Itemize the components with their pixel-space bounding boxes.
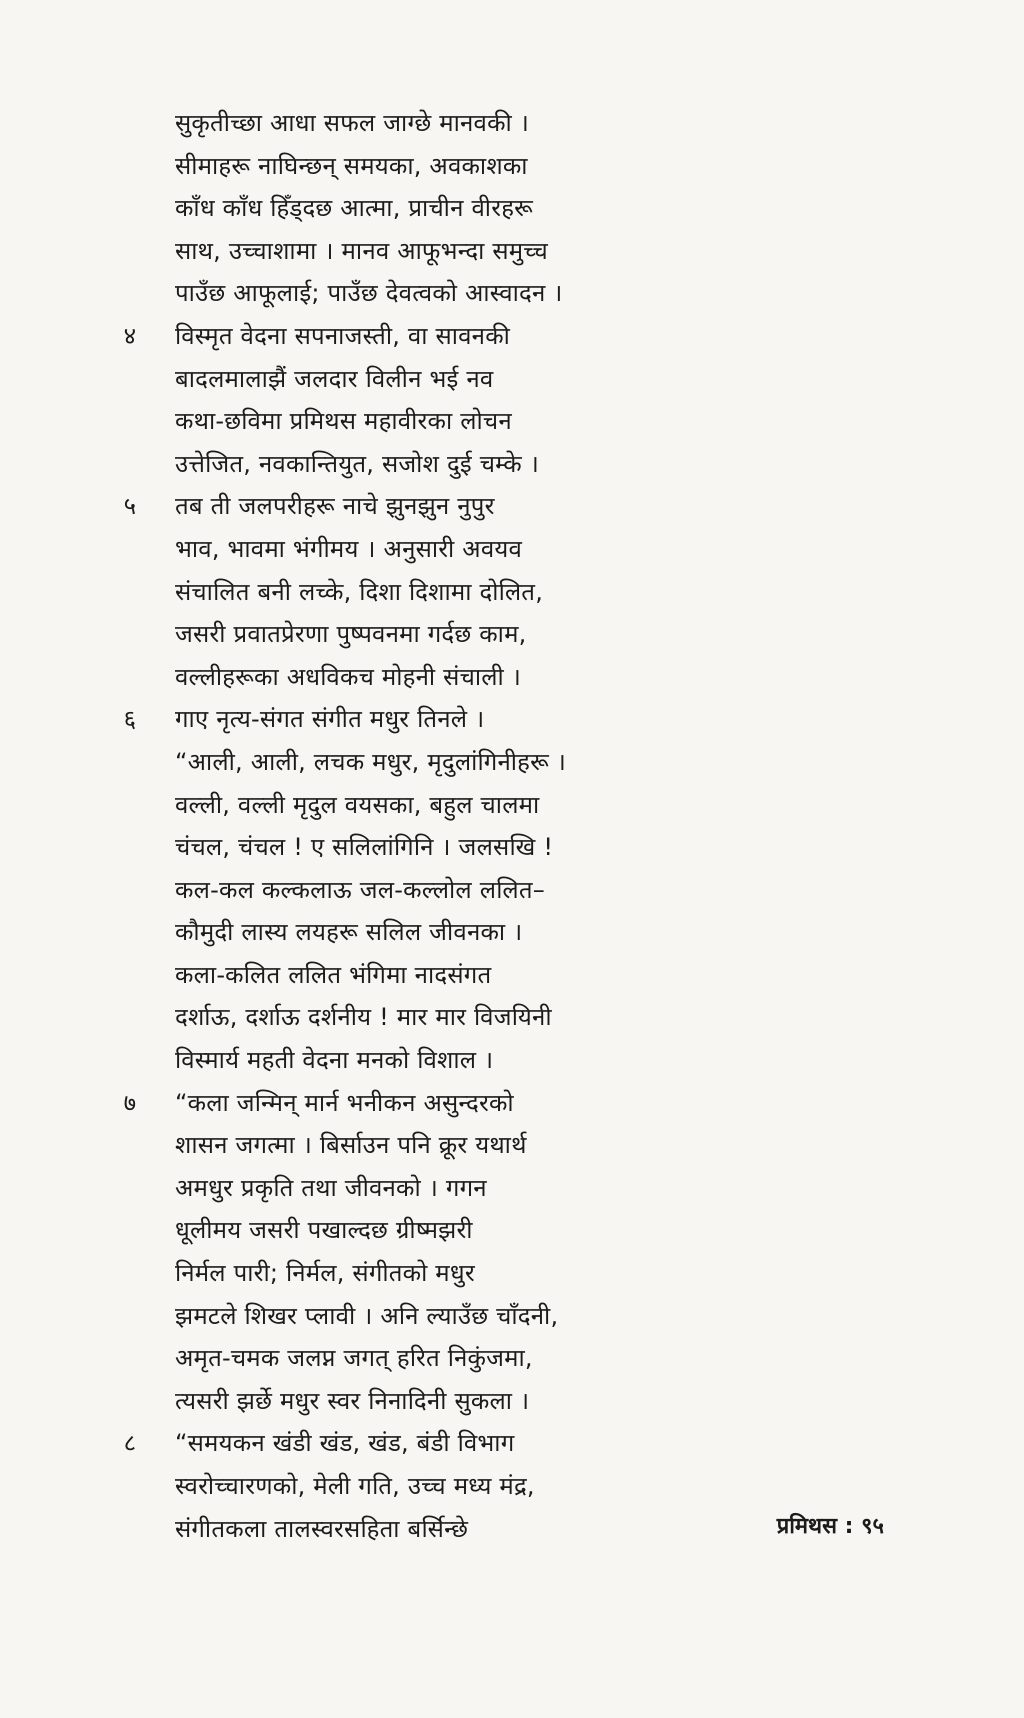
poem-line [175,656,895,699]
poem-line-text: वल्लीहरूका अधविकच मोहनी संचाली । [175,662,522,691]
poem-line [175,613,895,656]
poem-line-text: कल-कल कल्कलाऊ जल-कल्लोल ललित– [175,875,545,904]
poem-line [175,1124,895,1167]
poem-line-text: चंचल, चंचल ! ए सलिलांगिनि । जलसखि ! [175,833,554,862]
poem-line-text: वल्ली, वल्ली मृदुल वयसका, बहुल चालमा [175,790,540,819]
page-footer: प्रमिथस : ९५ [776,1514,884,1539]
poem-line-text: त्यसरी झर्छे मधुर स्वर निनादिनी सुकला । [175,1386,530,1415]
poem-line-text: सीमाहरू नाघिन्छन् समयका, अवकाशका [175,151,528,180]
poem-line-text: निर्मल पारी; निर्मल, संगीतको मधुर [175,1259,475,1288]
poem-line [175,528,895,571]
poem-line-text: पाउँछ आफूलाई; पाउँछ देवत्वको आस्वादन । [175,279,563,308]
poem-line-text: अमृत-चमक जलप्न जगत् हरित निकुंजमा, [175,1344,533,1373]
poem-line [175,145,895,188]
poem-line [175,1465,895,1508]
poem-line [175,358,895,401]
poem-line-text: गाए नृत्य-संगत संगीत मधुर तिनले । [175,705,485,734]
poem-line-text: धूलीमय जसरी पखाल्दछ ग्रीष्मझरी [175,1216,473,1245]
poem-line [175,187,895,230]
poem-line-text: उत्तेजित, नवकान्तियुत, सजोश दुई चम्के । [175,449,540,478]
poem-line [123,1082,895,1125]
poem-line-text: “कला जन्मिन् मार्न भनीकन असुन्दरको [175,1088,514,1117]
poem-line-text: सुकृतीच्छा आधा सफल जाग्छे मानवकी । [175,109,530,137]
poem-line-text: दर्शाऊ, दर्शाऊ दर्शनीय ! मार मार विजयिनी [175,1003,552,1032]
poem-line [175,102,895,145]
poem-line-text: काँध काँध हिँड्दछ आत्मा, प्राचीन वीरहरू [175,194,534,223]
poem-line [175,1380,895,1423]
poem-line-text: संचालित बनी लच्के, दिशा दिशामा दोलित, [175,577,544,606]
stanza-number: ७ [123,1088,137,1117]
poem-line-text: “आली, आली, लचक मधुर, मृदुलांगिनीहरू । [175,747,567,776]
poem-line-text: कला-कलित ललित भंगिमा नादसंगत [175,960,492,989]
poem-line-text: झमटले शिखर प्लावी । अनि ल्याउँछ चाँदनी, [175,1301,559,1330]
stanza-number: ५ [123,492,137,521]
poem-line-text: कथा-छविमा प्रमिथस महावीरका लोचन [175,407,512,436]
poem-line [175,1167,895,1210]
poem-line [175,954,895,997]
poem-line [175,571,895,614]
poem-line-text: जसरी प्रवातप्रेरणा पुष्पवनमा गर्दछ काम, [175,620,527,649]
poem-line [175,443,895,486]
poem-line-text: संगीतकला तालस्वरसहिता बर्सिन्छे [175,1514,469,1543]
poem-line [175,272,895,315]
poem-line [123,698,895,741]
poem-line [175,1337,895,1380]
poem-line [175,1295,895,1338]
poem-line-text: तब ती जलपरीहरू नाचे झुनझुन नुपुर [175,492,495,521]
poem-line [175,869,895,912]
poem-line [175,996,895,1039]
poem-line [175,826,895,869]
poem-line-text: “समयकन खंडी खंड, खंड, बंडी विभाग [175,1429,515,1458]
poem-line [175,1209,895,1252]
poem-line-text: स्वरोच्चारणको, मेली गति, उच्च मध्य मंद्र, [175,1472,535,1500]
poem-line [175,741,895,784]
poem-line [123,1422,895,1465]
poem-line [123,315,895,358]
poem-line-text: अमधुर प्रकृति तथा जीवनको । गगन [175,1173,487,1202]
poem-line [123,485,895,528]
poem-line-text: भाव, भावमा भंगीमय । अनुसारी अवयव [175,534,523,563]
stanza-number: ४ [123,321,137,350]
poem-line-text: विस्मार्य महती वेदना मनको विशाल । [175,1046,494,1075]
poem-line [175,1252,895,1295]
poem-text-block [123,102,895,1550]
poem-line [175,1039,895,1082]
poem-line [175,400,895,443]
stanza-number: ६ [123,705,137,734]
poem-line-text: कौमुदी लास्य लयहरू सलिल जीवनका । [175,918,523,947]
poem-line-text: साथ, उच्चाशामा । मानव आफूभन्दा समुच्च [175,236,548,265]
poem-line [175,911,895,954]
poem-line [175,784,895,827]
poem-line [175,230,895,273]
poem-line-text: बादलमालाझैं जलदार विलीन भई नव [175,364,494,393]
poem-line-text: शासन जगत्मा । बिर्साउन पनि क्रूर यथार्थ [175,1131,527,1160]
stanza-number: ८ [123,1429,137,1458]
poem-line-text: विस्मृत वेदना सपनाजस्ती, वा सावनकी [175,321,511,350]
